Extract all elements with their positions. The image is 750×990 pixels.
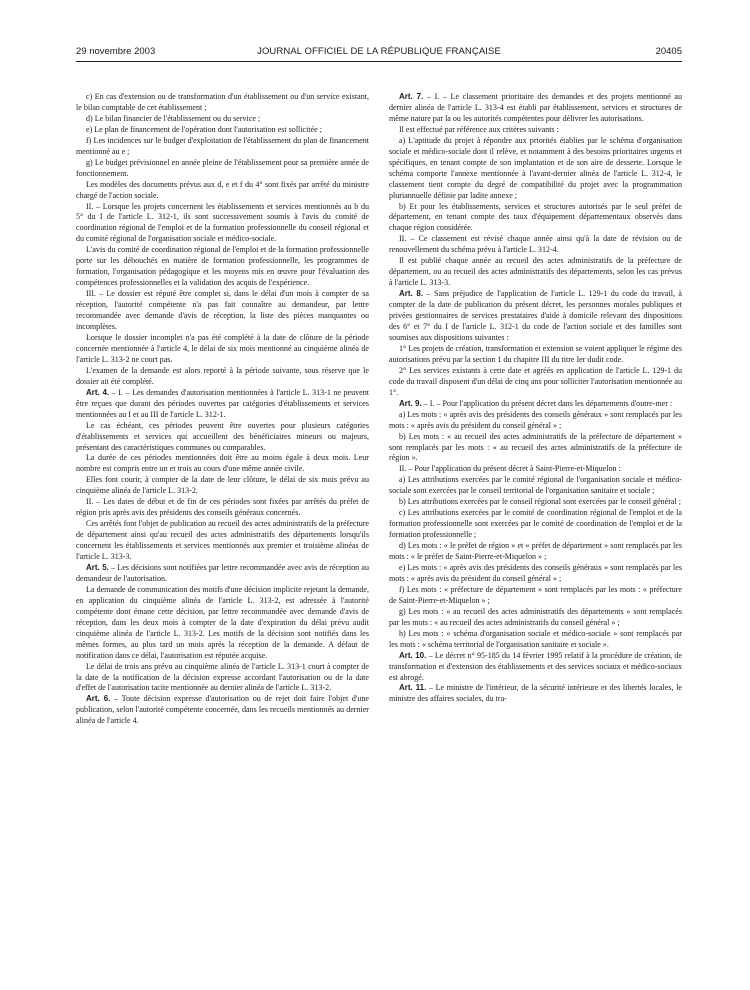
paragraph [389, 497, 682, 508]
header-page-number: 20405 [655, 46, 682, 57]
paragraph [389, 256, 682, 289]
article-paragraph [76, 563, 369, 585]
paragraph-text: II. – Lorsque les projets concernent les établissements et services mentionnés au b du 5° du I de l'article L. 312-1, ils sont successivement soumis à l'avis du comité de coordination régional de l'emploi et de la formation professionnelle du conseil régional et du comité régional de l'organisation sociale et médico-sociale. [76, 201, 369, 244]
paragraph-text: II. – Ce classement est révisé chaque année ainsi qu'à la date de révision ou de renouvellement du schéma prévu à l'article L. 312-4. [389, 234, 682, 255]
paragraph-text: – Toute décision expresse d'autorisation ou de rejet doit faire l'objet d'une publication, selon l'autorité compétente concernée, dans les recueils mentionnés au dernier alinéa de l'article 4. [76, 694, 369, 726]
paragraph-text: II. – Pour l'application du présent décret à Saint-Pierre-et-Miquelon : [399, 464, 621, 474]
paragraph-text: d) Le bilan financier de l'établissement ou du service ; [86, 113, 261, 123]
article-paragraph [389, 399, 682, 410]
paragraph [389, 541, 682, 563]
paragraph-text: b) Les attributions exercées par le conseil régional sont exercées par le conseil général ; [399, 497, 681, 507]
paragraph-text: – Le décret n° 95-185 du 14 février 1995 relatif à la procédure de création, de transformation et d'extension des établissements et des services sociaux et médico-sociaux est abrogé. [389, 650, 682, 682]
paragraph-text: Lorsque le dossier incomplet n'a pas été complété à la date de clôture de la période concernée mentionnée à l'article 4, le délai de six mois mentionné au cinquième alinéa de l'article L. 313-2 ne court pas. [76, 332, 369, 364]
right-column [389, 92, 682, 972]
article-number: Art. 6. [86, 694, 111, 704]
paragraph [76, 333, 369, 366]
paragraph-text: – Le ministre de l'intérieur, de la sécurité intérieure et des libertés locales, le ministre des affaires sociales, du tra- [389, 683, 682, 704]
paragraph [389, 125, 682, 136]
paragraph-text: Il est effectué par référence aux critères suivants : [399, 124, 559, 134]
paragraph [389, 432, 682, 465]
paragraph-text: b) Les mots : « au recueil des actes administratifs de la préfecture de département » sont remplacés par les mots : « au recueil des actes administratifs de la préfecture de région ». [389, 431, 682, 463]
paragraph-text: La durée de ces périodes mentionnées doit être au moins égale à deux mois. Leur nombre est compris entre un et trois au cours d'une même année civile. [76, 453, 369, 474]
paragraph [76, 662, 369, 695]
article-paragraph [389, 651, 682, 684]
paragraph [389, 234, 682, 256]
article-number: Art. 8. [399, 289, 424, 299]
paragraph [389, 563, 682, 585]
paragraph-text: – I. – Pour l'application du présent décret dans les départements d'outre-mer : [421, 398, 673, 408]
article-number: Art. 4. [86, 387, 110, 397]
paragraph [76, 114, 369, 125]
paragraph [76, 125, 369, 136]
paragraph [76, 158, 369, 180]
paragraph-text: c) Les attributions exercées par le comité de coordination régional de l'emploi et de la formation professionnelle sont exercées par le comité de coordination de l'emploi et de la formation professionnelle ; [389, 508, 682, 540]
header-date: 29 novembre 2003 [76, 46, 156, 57]
paragraph [389, 202, 682, 235]
paragraph-text: d) Les mots : « le préfet de région » et « préfet de département » sont remplacés par les mots : « le préfet de Saint-Pierre-et-Miquelon » ; [389, 541, 682, 562]
article-paragraph [389, 683, 682, 705]
paragraph-text: L'examen de la demande est alors reporté à la période suivante, sous réserve que le dossier ait été complété. [76, 365, 369, 386]
paragraph [76, 497, 369, 519]
paragraph [76, 245, 369, 289]
paragraph [76, 475, 369, 497]
article-paragraph [76, 388, 369, 421]
paragraph [389, 366, 682, 399]
paragraph [76, 585, 369, 662]
paragraph-text: – I. – Le classement prioritaire des demandes et des projets mentionné au dernier alinéa de l'article L. 313-4 est établi par établissement, services et structures de même nature par la ou les autorités compétentes pour délivrer les autorisations. [389, 92, 682, 123]
paragraph-text: Elles font courir, à compter de la date de leur clôture, le délai de six mois prévu au cinquième alinéa de l'article L. 313-2. [76, 475, 369, 496]
paragraph-text: 1° Les projets de création, transformation et extension se voient appliquer le régime des autorisations prévu par la section 1 du chapitre III du titre Ier dudit code. [389, 343, 682, 364]
article-number: Art. 9. [399, 398, 422, 408]
paragraph-text: f) Les mots : « préfecture de département » sont remplacés par les mots : « préfecture de Saint-Pierre-et-Miquelon » ; [389, 584, 682, 605]
paragraph-text: a) Les mots : « après avis des présidents des conseils généraux » sont remplacés par les mots : « après avis du président du conseil général » ; [389, 409, 682, 430]
paragraph [76, 92, 369, 114]
paragraph-text: e) Les mots : « après avis des présidents des conseils généraux » sont remplacés par les mots : « après avis du président du conseil général » ; [389, 562, 682, 583]
paragraph [389, 607, 682, 629]
paragraph-text: – I. – Les demandes d'autorisation mentionnées à l'article L. 313-1 ne peuvent être reçues que durant des périodes ouvertes par catégories d'établissements et services mentionnées au I et au III de l'article L. 312-1. [76, 387, 369, 419]
article-number: Art. 7. [399, 92, 424, 101]
paragraph [389, 508, 682, 541]
paragraph-text: a) Les attributions exercées par le comité régional de l'organisation sociale et médico-sociale sont exercées par le conseil territorial de l'organisation sanitaire et sociale ; [389, 475, 682, 496]
paragraph-text: III. – Le dossier est réputé être complet si, dans le délai d'un mois à compter de sa réception, l'autorité compétente n'a pas fait connaître au demandeur, par lettre recommandée avec demande d'avis de réception, la liste des pièces manquantes ou incomplètes. [76, 289, 369, 332]
article-paragraph [76, 694, 369, 727]
paragraph [389, 585, 682, 607]
paragraph [76, 519, 369, 563]
paragraph [389, 410, 682, 432]
paragraph [76, 289, 369, 333]
paragraph-text: II. – Les dates de début et de fin de ces périodes sont fixées par arrêtés du préfet de région pris après avis des présidents des conseils généraux concernés. [76, 497, 369, 518]
header-rule [76, 61, 682, 62]
article-paragraph [389, 289, 682, 344]
paragraph-text: La demande de communication des motifs d'une décision implicite rejetant la demande, en application du cinquième alinéa de l'article L. 313-2, est adressée à l'autorité compétente dont émane cette décision, par lettre recommandée avec demande d'avis de réception, dans les deux mois à compter de la date d'expiration du délai prévu audit cinquième alinéa de l'article L. 313-2. Les motifs de la décision sont notifiés dans les mêmes formes, au plus tard un mois après la réception de la demande. A défaut de notification dans ce délai, l'autorisation est réputée acquise. [76, 584, 369, 660]
paragraph-text: Le délai de trois ans prévu au cinquième alinéa de l'article L. 313-1 court à compter de la date de la notification de la décision expresse accordant l'autorisation ou de la date d'effet de l'autorisation tacite mentionnée au dernier alinéa de l'article L. 313-2. [76, 661, 369, 693]
paragraph-text: b) Et pour les établissements, services et structures autorisés par le seul préfet de département, en tenant compte des taux d'équipement départementaux observés dans chaque région considérée. [389, 201, 682, 233]
paragraph-text: e) Le plan de financement de l'opération dont l'autorisation est sollicitée ; [86, 124, 322, 134]
paragraph-text: 2° Les services existants à cette date et agréés en application de l'article L. 129-1 du code du travail disposent d'un délai de cinq ans pour solliciter l'autorisation mentionnée au 1°. [389, 365, 682, 397]
paragraph [389, 464, 682, 475]
header-title: JOURNAL OFFICIEL DE LA RÉPUBLIQUE FRANÇAISE [257, 46, 501, 57]
paragraph-text: Le cas échéant, ces périodes peuvent être ouvertes pour plusieurs catégories d'établissements et services qui accueillent des bénéficiaires mineurs ou majeurs, présentant des caractéristiques communes ou comparables. [76, 420, 369, 452]
paragraph-text: – Les décisions sont notifiées par lettre recommandée avec avis de réception au demandeur de l'autorisation. [76, 562, 369, 583]
article-number: Art. 5. [86, 562, 109, 572]
paragraph-text: a) L'aptitude du projet à répondre aux priorités établies par le schéma d'organisation sociale et médico-sociale dont il relève, et notamment à des besoins prioritaires urgents et spécifiques, en tenant compte de son implantation et de son aire de desserte. Lorsque le schéma comporte l'annexe mentionnée à l'avant-dernier alinéa de l'article L. 312-4, le classement tient compte du degré de compatibilité du projet avec la programmation pluriannuelle définie par ladite annexe ; [389, 135, 682, 200]
article-number: Art. 10. [399, 650, 427, 660]
left-column [76, 92, 369, 972]
article-paragraph [389, 92, 682, 125]
paragraph-text: g) Les mots : « au recueil des actes administratifs des départements » sont remplacés par les mots : « au recueil des actes administratifs du conseil général » ; [389, 606, 682, 627]
paragraph-text: f) Les incidences sur le budget d'exploitation de l'établissement du plan de financement mentionné au e ; [76, 135, 369, 156]
paragraph [76, 180, 369, 202]
paragraph [76, 366, 369, 388]
paragraph-text: g) Le budget prévisionnel en année pleine de l'établissement pour sa première année de fonctionnement. [76, 157, 369, 178]
paragraph-text: c) En cas d'extension ou de transformation d'un établissement ou d'un service existant, le bilan comptable de cet établissement ; [76, 92, 369, 112]
paragraph-text: – Sans préjudice de l'application de l'article L. 129-1 du code du travail, à compter de la date de publication du présent décret, les personnes morales publiques et privées gestionnaires de services prestataires d'aide à domicile relevant des dispositions des 6° et 7° du I de l'article L. 312-1 du code de l'action sociale et des familles sont soumises aux dispositions suivantes : [389, 289, 682, 342]
paragraph-text: Il est publié chaque année au recueil des actes administratifs de la préfecture de département, ou au recueil des actes administratifs des départements, selon les cas prévus à l'article L. 313-3. [389, 256, 682, 288]
paragraph [389, 475, 682, 497]
paragraph [76, 202, 369, 246]
page-header [76, 46, 682, 60]
paragraph-text: Les modèles des documents prévus aux d, e et f du 4° sont fixés par arrêté du ministre chargé de l'action sociale. [76, 179, 369, 200]
paragraph-text: L'avis du comité de coordination régional de l'emploi et de la formation professionnelle porte sur les débouchés en matière de formation professionnelle, les programmes de formation, l'organisation pédagogique et les moyens mis en œuvre pour l'évaluation des compétences professionnelles et la validation des acquis de l'expérience. [76, 245, 369, 288]
paragraph-text: Ces arrêtés font l'objet de publication au recueil des actes administratifs de la préfecture de département ainsi qu'au recueil des actes administratifs des départements lorsqu'ils concernent les établissements et services mentionnés aux premier et troisième alinéas de l'article L. 313-3. [76, 519, 369, 562]
paragraph [76, 421, 369, 454]
paragraph [76, 136, 369, 158]
paragraph [76, 453, 369, 475]
paragraph [389, 344, 682, 366]
paragraph [389, 136, 682, 202]
paragraph [389, 629, 682, 651]
paragraph-text: h) Les mots : « schéma d'organisation sociale et médico-sociale » sont remplacés par les mots : « schéma territorial de l'organisation sanitaire et sociale ». [389, 628, 682, 649]
article-number: Art. 11. [399, 683, 427, 693]
